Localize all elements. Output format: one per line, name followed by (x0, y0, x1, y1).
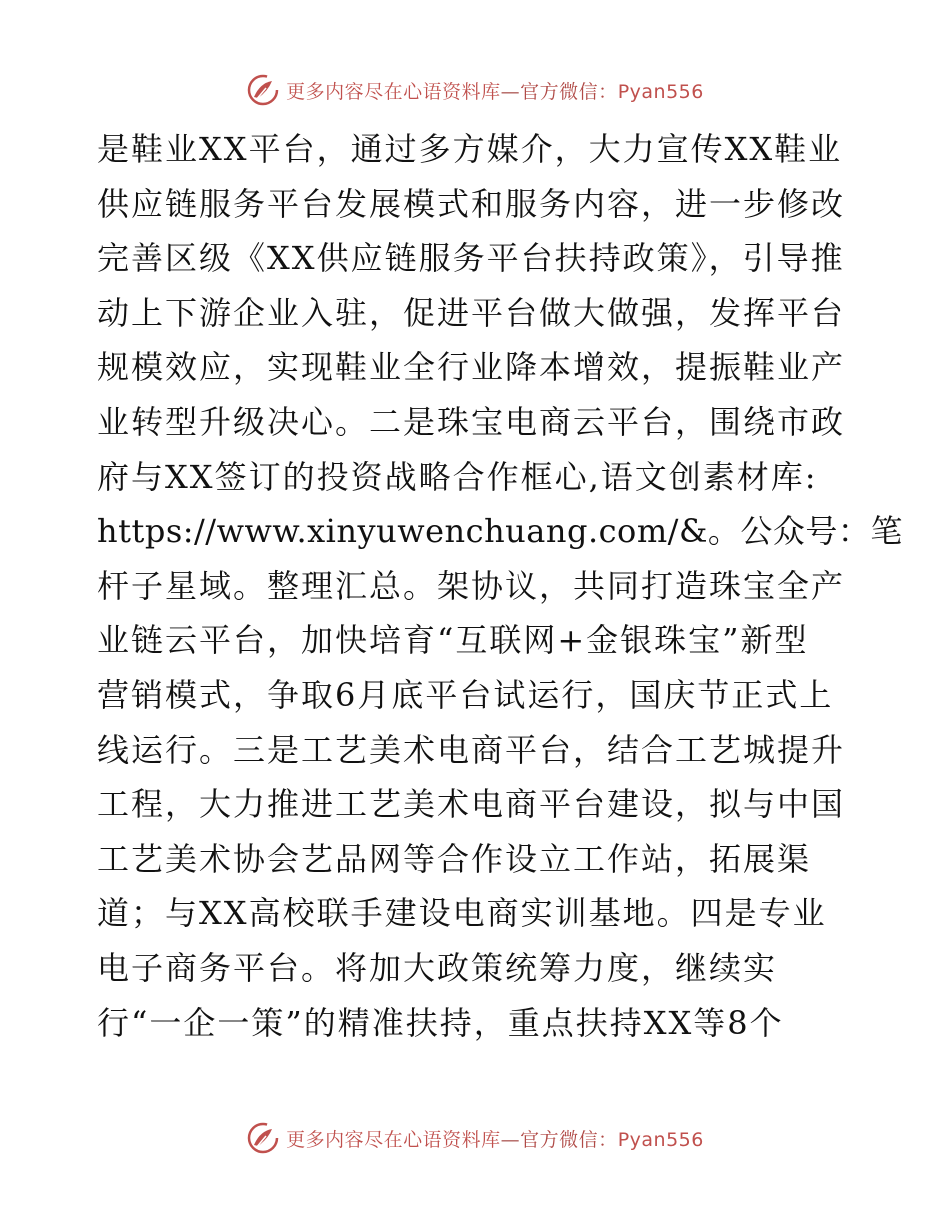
leaf-pen-logo-icon (246, 1121, 280, 1155)
header-banner-text (286, 77, 704, 104)
header-separator: — (500, 80, 521, 103)
body-line: 供应链服务平台发展模式和服务内容，进一步修改 (97, 184, 846, 223)
document-body (97, 122, 903, 1050)
body-line: 工艺美术协会艺品网等合作设立工作站，拓展渠 (97, 839, 812, 878)
body-line: 行“一企一策”的精准扶持，重点扶持XX等8个 (97, 1003, 784, 1042)
footer-banner-text (286, 1125, 704, 1152)
body-line-url: https://www.xinyuwenchuang.com/&。公众号：笔 (97, 512, 903, 551)
body-line: 业转型升级决心。二是珠宝电商云平台，围绕市政 (97, 402, 846, 441)
header-banner (0, 70, 950, 110)
footer-wechat-id: Pyan556 (617, 1128, 704, 1151)
body-line: 工程，大力推进工艺美术电商平台建设，拟与中国 (97, 785, 846, 824)
header-wechat-id: Pyan556 (617, 80, 704, 103)
body-line: 道；与XX高校联手建设电商实训基地。四是专业 (97, 894, 827, 933)
body-line: 是鞋业XX平台，通过多方媒介，大力宣传XX鞋业 (97, 130, 843, 168)
body-line: 府与XX签订的投资战略合作框心,语文创素材库: (97, 457, 818, 496)
body-line: 完善区级《XX供应链服务平台扶持政策》，引导推 (97, 239, 845, 278)
footer-separator: — (500, 1128, 521, 1151)
body-line: 动上下游企业入驻，促进平台做大做强，发挥平台 (97, 293, 846, 332)
header-site-text: 更多内容尽在心语资料库 (286, 80, 501, 103)
leaf-pen-logo-icon (246, 73, 280, 107)
body-line: 规模效应，实现鞋业全行业降本增效，提振鞋业产 (97, 348, 846, 387)
header-wechat-label: 官方微信： (520, 80, 618, 103)
body-line: 电子商务平台。将加大政策统筹力度，继续实 (97, 948, 778, 987)
body-line: 线运行。三是工艺美术电商平台，结合工艺城提升 (97, 730, 846, 769)
footer-site-text: 更多内容尽在心语资料库 (286, 1128, 501, 1151)
body-line: 营销模式，争取6月底平台试运行，国庆节正式上 (97, 675, 834, 714)
footer-banner (0, 1118, 950, 1158)
body-line: 业链云平台，加快培育“互联网+金银珠宝”新型 (97, 621, 809, 660)
body-line: 杆子星域。整理汇总。架协议，共同打造珠宝全产 (97, 566, 846, 605)
footer-wechat-label: 官方微信： (520, 1128, 618, 1151)
